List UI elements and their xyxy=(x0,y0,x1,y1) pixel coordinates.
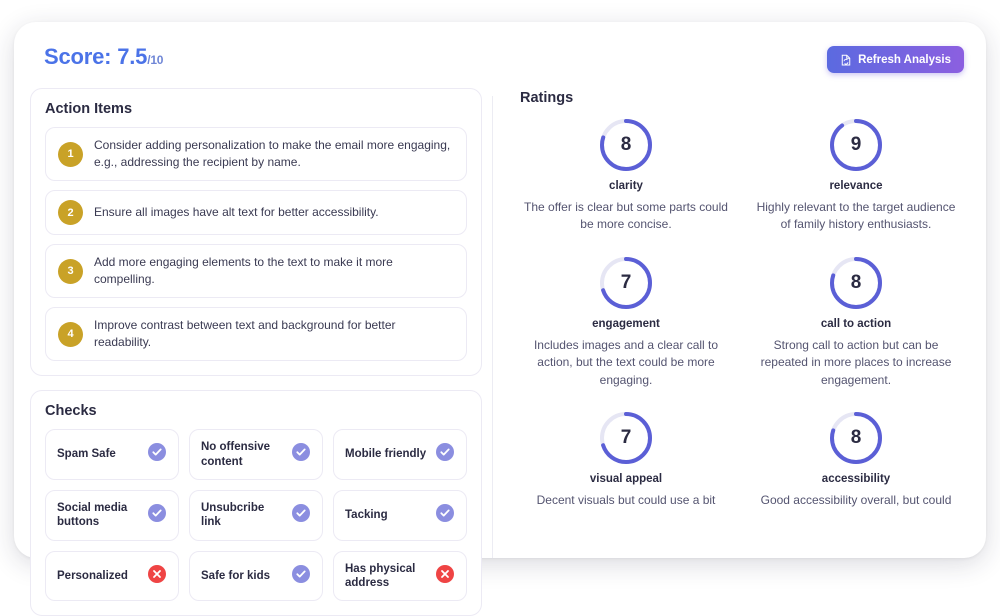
check-circle-icon xyxy=(435,503,455,528)
check-item xyxy=(189,551,323,602)
page-title xyxy=(44,44,163,70)
action-item-number: 2 xyxy=(58,200,83,225)
rating-item xyxy=(520,409,732,509)
action-item-text: Add more engaging elements to the text to make it more compelling. xyxy=(94,255,393,287)
checks-panel xyxy=(30,390,482,616)
check-circle-icon xyxy=(291,564,311,589)
check-item-label: Spam Safe xyxy=(57,448,116,461)
check-item xyxy=(45,490,179,541)
check-circle-icon xyxy=(147,442,167,467)
action-items-list xyxy=(45,127,467,361)
rating-gauge xyxy=(597,254,655,312)
action-item xyxy=(45,127,467,181)
action-item-text: Ensure all images have alt text for better accessibility. xyxy=(94,205,379,220)
rating-value: 8 xyxy=(850,426,862,448)
check-item xyxy=(333,429,467,480)
rating-name: engagement xyxy=(592,317,660,330)
rating-value: 7 xyxy=(620,426,632,448)
rating-description: The offer is clear but some parts could be more concise. xyxy=(524,200,728,232)
check-item-label: Personalized xyxy=(57,569,128,582)
rating-gauge xyxy=(827,254,885,312)
action-item xyxy=(45,190,467,235)
rating-description: Highly relevant to the target audience of family history enthusiasts. xyxy=(756,200,956,232)
check-circle-icon xyxy=(291,442,311,467)
check-item-label: No offensive content xyxy=(201,441,271,468)
check-item-label: Social media buttons xyxy=(57,501,128,529)
rating-name: accessibility xyxy=(821,472,891,485)
action-items-title: Action Items xyxy=(45,101,133,117)
action-item-text: Improve contrast between text and background for better readability. xyxy=(94,318,396,350)
rating-value: 8 xyxy=(620,134,632,155)
check-item-label: Tacking xyxy=(345,509,388,522)
rating-name: relevance xyxy=(829,180,883,192)
rating-gauge xyxy=(827,409,885,467)
rating-value: 8 xyxy=(850,271,862,293)
check-item xyxy=(189,490,323,541)
column-divider xyxy=(492,96,493,558)
refresh-analysis-button[interactable] xyxy=(827,46,964,73)
x-circle-icon xyxy=(147,564,167,589)
check-item xyxy=(45,429,179,480)
rating-name: clarity xyxy=(609,180,643,192)
rating-name: call to action xyxy=(820,317,892,330)
check-item xyxy=(333,551,467,602)
checks-grid xyxy=(45,429,467,601)
action-item-number: 4 xyxy=(58,322,83,347)
rating-description: Includes images and a clear call to action, but the text could be more engaging. xyxy=(533,337,719,387)
refresh-document-icon xyxy=(840,54,852,66)
rating-item xyxy=(520,254,732,389)
rating-item xyxy=(750,116,962,234)
action-item-text: Consider adding personalization to make the email more engaging, e.g., addressing the recipient by name. xyxy=(94,138,451,170)
x-circle-icon xyxy=(435,564,455,589)
checks-title: Checks xyxy=(45,403,97,420)
rating-gauge xyxy=(597,116,655,174)
check-item-label: Unsubcribe link xyxy=(201,501,265,529)
score-value: 7.5 xyxy=(117,44,148,69)
rating-description: Good accessibility overall, but could xyxy=(760,492,952,507)
card-header xyxy=(14,22,986,84)
ratings-title: Ratings xyxy=(520,90,574,106)
rating-value: 9 xyxy=(850,134,862,155)
check-circle-icon xyxy=(291,503,311,528)
rating-description: Strong call to action but can be repeated in more places to increase engagement. xyxy=(760,337,952,387)
analysis-card xyxy=(14,22,986,590)
action-item-number: 3 xyxy=(58,259,83,284)
left-column xyxy=(30,88,482,590)
rating-gauge xyxy=(827,116,885,174)
action-items-panel xyxy=(30,88,482,376)
check-circle-icon xyxy=(147,503,167,528)
check-item-label: Has physical address xyxy=(345,562,416,590)
action-item xyxy=(45,307,467,361)
score-label: Score: xyxy=(44,44,112,69)
check-item xyxy=(45,551,179,602)
action-item-number: 1 xyxy=(58,142,83,167)
rating-item xyxy=(750,254,962,389)
rating-value: 7 xyxy=(620,271,632,293)
check-item xyxy=(333,490,467,541)
rating-gauge xyxy=(597,409,655,467)
rating-description: Decent visuals but could use a bit xyxy=(536,492,716,507)
check-item-label: Mobile friendly xyxy=(345,448,427,461)
check-item xyxy=(189,429,323,480)
rating-name: visual appeal xyxy=(589,472,663,485)
refresh-analysis-label: Refresh Analysis xyxy=(858,53,951,66)
score-denominator: /10 xyxy=(147,53,164,67)
check-item-label: Safe for kids xyxy=(201,569,271,582)
right-column xyxy=(504,88,978,558)
rating-item xyxy=(520,116,732,234)
action-item xyxy=(45,244,467,298)
rating-item xyxy=(750,409,962,509)
check-circle-icon xyxy=(435,442,455,467)
ratings-grid xyxy=(504,116,978,519)
